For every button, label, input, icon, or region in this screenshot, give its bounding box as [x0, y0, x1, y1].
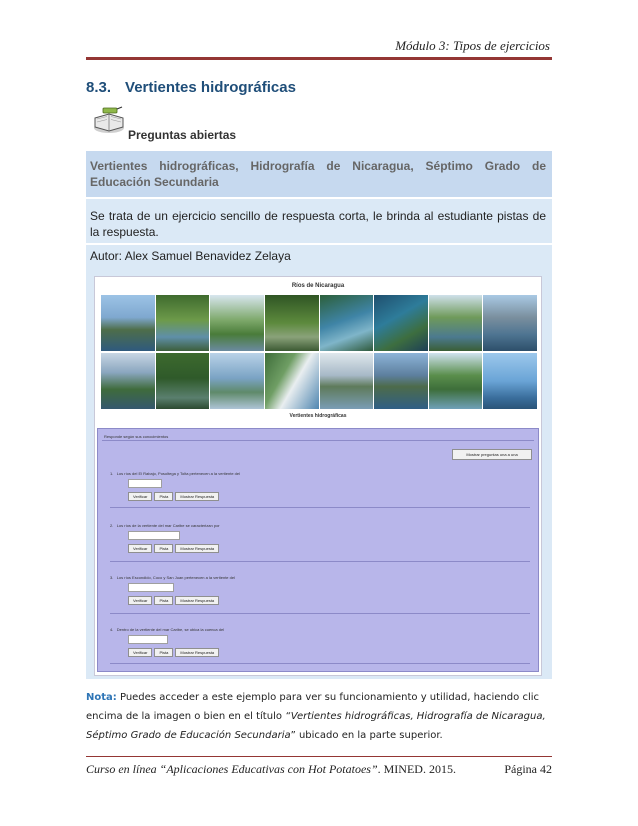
preview-subtitle: Vertientes hidrográficas [289, 413, 347, 419]
quiz-panel [97, 428, 539, 672]
question-divider [110, 507, 530, 508]
question-type-label: Preguntas abiertas [128, 128, 237, 142]
quiz-question [110, 627, 530, 677]
bay-town-photo [210, 353, 264, 409]
mountain-lake-photo [374, 353, 428, 409]
show-answer-button[interactable]: Mostrar Respuesta [175, 648, 219, 657]
question-text: 3. Los ríos Escondido, Coco y San Juan pertenecen a la vertiente del [110, 575, 235, 580]
preview-title: Ríos de Nicaragua [291, 283, 345, 289]
river-clouds-photo [101, 353, 155, 409]
footer-course [86, 762, 456, 777]
hint-button[interactable]: Pista [154, 596, 173, 605]
exercise-author: Autor: Alex Samuel Benavidez Zelaya [90, 249, 291, 263]
lake-mountain-photo [483, 295, 537, 351]
show-answer-button[interactable]: Mostrar Respuesta [175, 596, 219, 605]
footer-course-suffix: . MINED. 2015. [377, 762, 456, 776]
river-palms-photo [210, 295, 264, 351]
question-text: 4. Dentro de la vertiente del mar Caribe, se ubica la cuenca del [110, 627, 225, 632]
volcano-lake-photo [101, 295, 155, 351]
book-pencil-icon [92, 106, 126, 134]
question-text: 1. Los ríos del El Rabajo, Posoltega y Tolta pertenecen a la vertiente del [110, 471, 241, 476]
lake-island-photo [320, 353, 374, 409]
exercise-title[interactable]: Vertientes hidrográficas, Hidrografía de Nicaragua, Séptimo Grado de Educación Secundaria [86, 151, 552, 197]
note-text: Puedes acceder a este ejemplo para ver su funcionamiento y utilidad, haciendo clic encima de la imagen o bien en el título [86, 692, 539, 722]
jungle-river-photo [265, 295, 319, 351]
check-button[interactable]: Verificar [128, 492, 152, 501]
check-button[interactable]: Verificar [128, 596, 152, 605]
page-number: Página 42 [504, 762, 552, 776]
show-answer-button[interactable]: Mostrar Respuesta [175, 544, 219, 553]
card-divider [86, 243, 552, 245]
hint-button[interactable]: Pista [154, 544, 173, 553]
note-text-end: ” ubicado en la parte superior. [290, 730, 443, 741]
note-paragraph [86, 688, 552, 745]
river-banks-photo [429, 295, 483, 351]
answer-input[interactable] [128, 583, 174, 592]
answer-input[interactable] [128, 635, 168, 644]
footer-course-prefix: Curso en línea [86, 762, 160, 776]
section-heading [86, 79, 296, 96]
coast-aerial-photo [265, 353, 319, 409]
check-button[interactable]: Verificar [128, 648, 152, 657]
question-divider [110, 613, 530, 614]
river-channel-aerial-photo [374, 295, 428, 351]
quiz-question [110, 575, 530, 625]
check-button[interactable]: Verificar [128, 544, 152, 553]
header-rule [86, 57, 552, 60]
exercise-card [86, 151, 552, 679]
hint-button[interactable]: Pista [154, 648, 173, 657]
question-divider [110, 561, 530, 562]
exercise-preview-image[interactable] [94, 276, 542, 676]
tropical-lagoon-photo [429, 353, 483, 409]
answer-input[interactable] [128, 531, 180, 540]
forest-lake-photo [156, 353, 210, 409]
photo-row [101, 295, 537, 351]
photo-row [101, 353, 537, 409]
section-number: 8.3. [86, 79, 112, 96]
card-divider [86, 197, 552, 199]
running-header: Módulo 3: Tipos de ejercicios [395, 38, 550, 53]
footer-rule [86, 756, 552, 757]
question-text: 2. Los ríos de la vertiente del mar Caribe se caracterizan por [110, 523, 220, 528]
question-divider [110, 663, 530, 664]
footer-course-title: “Aplicaciones Educativas con Hot Potatoes” [159, 762, 378, 776]
quiz-question [110, 471, 530, 521]
show-answer-button[interactable]: Mostrar Respuesta [175, 492, 219, 501]
quiz-instruction: Responde según sus conocimientos [102, 433, 534, 441]
sea-island-photo [483, 353, 537, 409]
river-delta-aerial-photo [320, 295, 374, 351]
quiz-question [110, 523, 530, 573]
section-title: Vertientes hidrográficas [125, 79, 296, 96]
exercise-description: Se trata de un ejercicio sencillo de respuesta corta, le brinda al estudiante pistas de la respuesta. [90, 209, 546, 239]
hint-button[interactable]: Pista [154, 492, 173, 501]
note-title-reference: “Vertientes hidrográficas, Hidrografía de Nicaragua, Séptimo Grado de Educación Secundaria [86, 711, 546, 741]
show-questions-button[interactable]: Mostrar preguntas una a una [452, 449, 532, 460]
note-label: Nota: [86, 692, 117, 703]
answer-input[interactable] [128, 479, 162, 488]
forest-river-photo [156, 295, 210, 351]
